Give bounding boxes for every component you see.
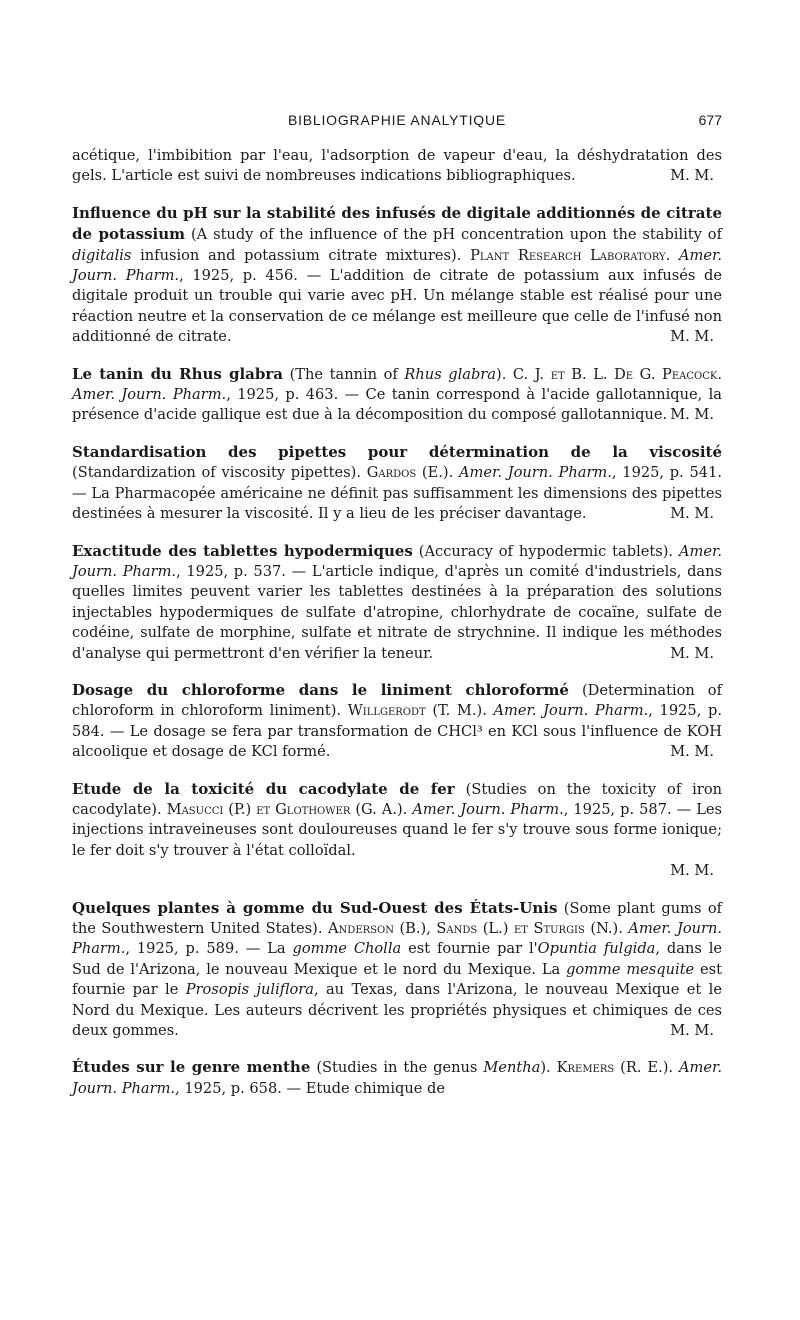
entry-text-b: est fournie par l' (408, 940, 538, 958)
entry-rhus-glabra (72, 364, 722, 426)
entry-gommes (72, 898, 722, 1042)
entry-journal: Amer. Journ. Pharm. (72, 386, 227, 404)
entry-text: — L'addition de citrate de potassium aux infusés de digitale produit un trouble qui varie avec pH. Un mélange stable est réalisé pour une réaction neutre et la conservation de ce mélange est meilleure que celle de l'infusé non additionné de citrate. (72, 267, 723, 346)
running-title: BIBLIOGRAPHIE ANALYTIQUE (287, 112, 507, 128)
entry-signature: M. M. (670, 328, 714, 346)
entry-text: — Le dosage se fera par transformation de CHCl³ en KCl sous l'influence de KOH alcoolique et dosage de KCl formé. (72, 722, 722, 761)
entry-signature: M. M. (670, 505, 714, 523)
entry-title: Études sur le genre menthe (72, 1058, 311, 1077)
entry-author: Willgerodt (T. M.). (347, 702, 487, 720)
entry-signature: M. M. (670, 743, 714, 761)
entry-italic-b: Opuntia fulgida (537, 940, 656, 958)
entry-paragraph (72, 680, 722, 763)
entry-italic-c: gomme mesquite (566, 960, 695, 978)
entry-paragraph (72, 146, 722, 187)
entry-italic-d: Prosopis juliflora (185, 981, 314, 999)
entry-continuation (72, 146, 722, 187)
entry-paren-end: ). (540, 1059, 551, 1077)
entry-text: acétique, l'imbibition par l'eau, l'adsorption de vapeur d'eau, la déshydratation des gels. L'article est suivi de nombreuses indications bibliographiques. (72, 147, 722, 185)
entry-title: Le tanin du Rhus glabra (72, 364, 284, 383)
entry-title: Quelques plantes à gomme du Sud-Ouest des États-Unis (72, 898, 558, 917)
entry-paren: (A study of the influence of the pH concentration upon the stability of (190, 226, 722, 244)
entry-paragraph (72, 1057, 722, 1099)
entry-author: Kremers (R. E.). (556, 1059, 674, 1077)
entry-paren: (Studies on the toxicity of iron cacodylate). (72, 780, 723, 818)
entry-signature: M. M. (670, 1022, 714, 1040)
entry-cacodylate (72, 779, 722, 882)
entry-paren: (Standardization of viscosity pipettes). (72, 464, 361, 482)
entry-title: Exactitude des tablettes hypodermiques (72, 541, 413, 560)
entry-paragraph (72, 779, 722, 862)
entry-paren-end: ). (496, 365, 507, 383)
entry-text: — L'article indique, d'après un comité d'industriels, dans quelles limites peuvent varier les tablettes destinées à la préparation des solutions injectables hypodermiques de sulfate d'atropine, chlorhydrate de cocaïne, sulfate de codéine, sulfate de morphine, sulfate et nitrate de strychnine. Il indique les méthodes d'analyse qui permettront d'en vérifier la teneur. (72, 562, 723, 662)
entry-paragraph (72, 364, 722, 426)
entry-author: Anderson (B.), Sands (L.) et Sturgis (N.). (328, 920, 623, 937)
entry-paren: (Some plant gums of the Southwestern United States). (72, 899, 723, 937)
entry-text: — Ce tanin correspond à l'acide gallotannique, la présence d'acide gallique est due à la décomposition du composé gallotannique. (72, 386, 723, 424)
entry-text: — Etude chimique de (286, 1079, 446, 1097)
entry-paragraph (72, 442, 722, 525)
running-header (72, 112, 722, 134)
entry-author: Gardos (E.). (366, 464, 454, 482)
entry-title: Standardisation des pipettes pour détermination de la viscosité (72, 442, 722, 461)
entry-paragraph (72, 898, 722, 1042)
entry-text: — Les injections intraveineuses sont douloureuses quand le fer s'y trouve sous forme ionique; le fer doit s'y trouver à l'état colloïdal. (72, 800, 723, 859)
page-body (72, 146, 722, 1115)
entry-text-d: est fournie par le (72, 960, 723, 999)
entry-signature: M. M. (670, 644, 714, 662)
entry-text-e: , au Texas, dans l'Arizona, le nouveau Mexique et le Nord du Mexique. Les auteurs décrivent les propriétés physiques et chimiques de ces deux gommes. (72, 981, 722, 1040)
entry-ref: , 1925, p. 658. (175, 1079, 282, 1097)
entry-tablettes (72, 541, 722, 664)
entry-paren: (The tannin of (289, 365, 398, 383)
entry-author: C. J. et B. L. De G. Peacock. (512, 365, 722, 383)
entry-ref: , 1925, p. 584. (72, 702, 722, 740)
entry-paragraph (72, 203, 722, 348)
entry-ref: , 1925, p. 537. (176, 562, 286, 580)
entry-ref: , 1925, p. 587. (563, 800, 672, 818)
page-number: 677 (698, 112, 722, 128)
entry-journal: Amer. Journ. Pharm. (72, 246, 723, 285)
entry-italic-a: gomme Cholla (292, 940, 402, 958)
entry-paragraph (72, 541, 722, 664)
entry-digitale (72, 203, 722, 348)
entry-signature: M. M. (670, 862, 714, 880)
entry-ref: , 1925, p. 456. (179, 267, 298, 285)
entry-journal: Amer. Journ. Pharm. (72, 1059, 723, 1097)
entry-paren-italic: digitalis (72, 246, 132, 264)
entry-paren: (Studies in the genus (316, 1059, 478, 1077)
entry-journal: Amer. Journ. Pharm. (493, 702, 649, 720)
entry-ref: , 1925, p. 541. (611, 464, 722, 482)
entry-paren-italic: Rhus glabra (404, 365, 496, 383)
entry-chloroforme (72, 680, 722, 763)
entry-title: Influence du pH sur la stabilité des infusés de digitale additionnés de citrate de potassium (72, 203, 722, 244)
entry-text-a: — La (245, 940, 286, 958)
entry-title: Dosage du chloroforme dans le liniment chloroformé (72, 680, 569, 699)
document-page (72, 0, 722, 1320)
entry-text-c: , dans le Sud de l'Arizona, le nouveau Mexique et le nord du Mexique. La (72, 940, 723, 978)
entry-journal: Amer. Journ. Pharm. (72, 920, 723, 958)
entry-signature: M. M. (670, 406, 714, 424)
entry-pipettes (72, 442, 722, 525)
entry-paren-end: infusion and potassium citrate mixtures). (140, 246, 462, 264)
entry-journal: Amer. Journ. Pharm. (72, 542, 723, 580)
entry-menthe (72, 1057, 722, 1099)
entry-author: Masucci (P.) et Glothower (G. A.). (166, 800, 408, 818)
entry-signature: M. M. (670, 167, 714, 185)
entry-journal: Amer. Journ. Pharm. (412, 800, 564, 818)
entry-journal: Amer. Journ. Pharm. (458, 464, 612, 482)
entry-paren: (Determination of chloroform in chloroform liniment). (72, 681, 722, 720)
entry-paren: (Accuracy of hypodermic tablets). (418, 542, 674, 560)
entry-ref: , 1925, p. 589. (125, 940, 239, 958)
entry-author: Plant Research Laboratory. (470, 246, 671, 264)
entry-ref: , 1925, p. 463. (226, 386, 339, 404)
entry-paren-italic: Mentha (483, 1059, 541, 1077)
entry-title: Etude de la toxicité du cacodylate de fer (72, 779, 455, 798)
entry-text: — La Pharmacopée américaine ne définit pas suffisamment les dimensions des pipettes destinées à mesurer la viscosité. Il y a lieu de les préciser davantage. (72, 484, 722, 523)
